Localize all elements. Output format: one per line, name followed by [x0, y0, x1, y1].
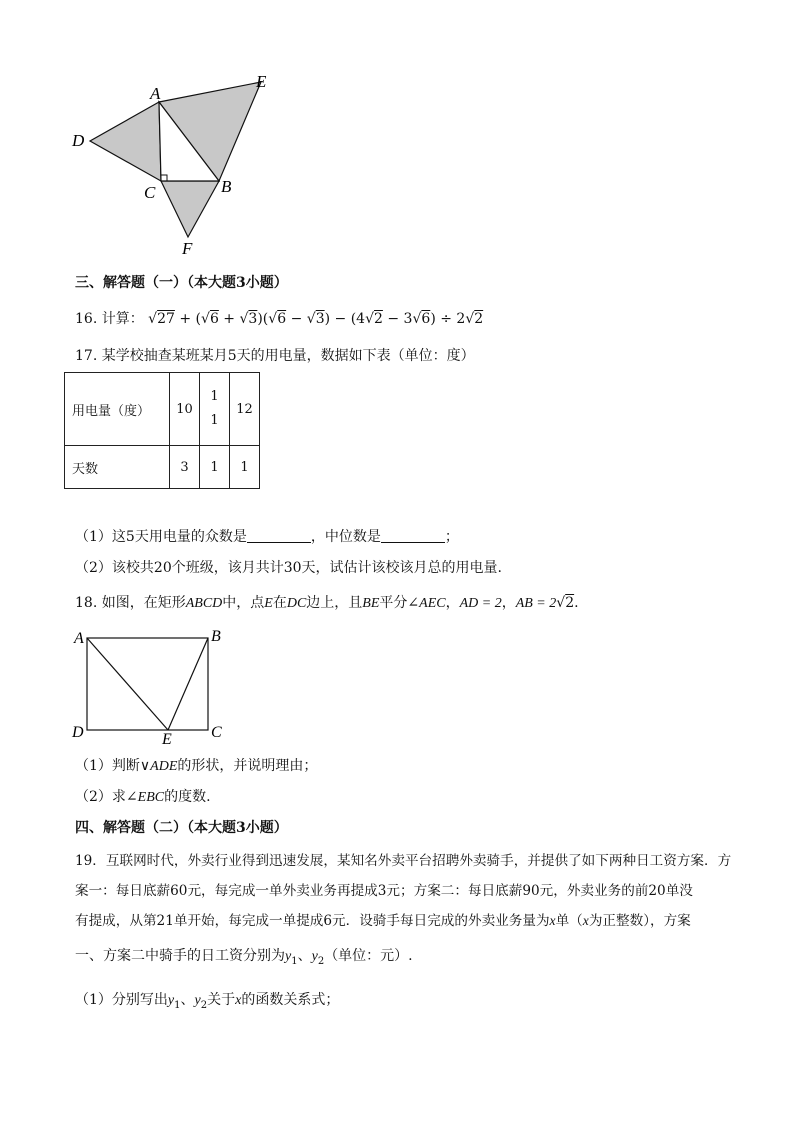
q19-part1-a: （1）分别写出	[75, 992, 168, 1008]
q16-label: 计算：	[101, 311, 144, 327]
table-header-usage: 用电量（度）	[65, 373, 170, 446]
q18-text-f: ，	[445, 595, 460, 611]
q18-be: BE	[362, 596, 380, 611]
q19-line4-b: （单位：元）.	[324, 948, 413, 964]
q19-sub1: 1	[291, 955, 298, 967]
q19-line2: 案一：每日底薪60元，每完成一单外卖业务再提成3元；方案二：每日底薪90元，外卖业务的前20单没	[75, 883, 693, 899]
table-cell	[200, 373, 230, 446]
q19-line3-c: 为正整数），方案	[588, 913, 691, 929]
label-B: B	[221, 177, 232, 196]
q19-line3	[75, 911, 691, 931]
section4-title: 四、解答题（二）（本大题3小题）	[75, 820, 288, 836]
q19-y1: y	[285, 949, 292, 964]
q18-part2-b: 的度数.	[164, 789, 211, 805]
label-E: E	[256, 72, 267, 91]
q18-text-c: 在	[272, 595, 287, 611]
q19-sub2: 2	[317, 955, 325, 967]
q19-line3-b: 单（	[555, 913, 583, 929]
q18-part2	[75, 787, 211, 808]
q17-text: 17. 某学校抽查某班某月5天的用电量，数据如下表（单位：度）	[75, 348, 475, 364]
q19-line4	[75, 946, 413, 972]
q18-part2-a: （2）求∠	[75, 789, 138, 805]
q17-part1-a: （1）这5天用电量的众数是	[75, 529, 247, 545]
rectangle-abcd	[87, 638, 208, 730]
q18-text-d: 边上，且	[306, 595, 363, 611]
table-cell-line: 1	[210, 413, 219, 428]
answer-blank-median[interactable]	[381, 528, 445, 543]
q18-text	[75, 593, 579, 614]
label-D: D	[72, 131, 85, 150]
q19-line3-a: 有提成，从第21单开始，每完成一单提成6元．设骑手每日完成的外卖业务量为	[75, 913, 550, 929]
q18-text-b: 中，点	[222, 595, 265, 611]
q18-aec: AEC	[419, 596, 446, 611]
q19-part1	[75, 990, 339, 1016]
q16-number: 16.	[75, 311, 98, 327]
q18-part2-ebc: EBC	[137, 790, 165, 805]
table-cell-line: 1	[210, 389, 219, 404]
q17-part2: （2）该校共20个班级，该月共计30天，试估计该校该月总的用电量.	[75, 560, 502, 576]
q17-part1	[75, 527, 459, 547]
q16-expression: √27 + (√6 + √3)(√6 − √3) − (4√2 − 3√6) ÷ 2√2	[148, 311, 484, 327]
q19-part1-b: 关于	[207, 992, 236, 1008]
q18-part1-b: 的形状，并说明理由；	[177, 758, 318, 774]
shaded-triangle-adc	[90, 102, 161, 181]
label-D: D	[72, 724, 84, 741]
segment-be	[168, 638, 208, 730]
q17-part1-b: ，中位数是	[310, 529, 381, 545]
q19-part1-sub2: 2	[200, 999, 208, 1011]
q18-dc: DC	[286, 596, 307, 611]
table-cell: 1	[230, 446, 260, 489]
q18-ad: AD = 2	[459, 596, 502, 611]
table-header-days: 天数	[65, 446, 170, 489]
table-cell: 3	[170, 446, 200, 489]
q19-part1-sub1: 1	[174, 999, 181, 1011]
q18-part1-a: （1）判断∨	[75, 758, 151, 774]
q18-ab: AB = 2	[515, 596, 557, 611]
label-E: E	[162, 731, 172, 748]
q19-part1-y2: y	[194, 993, 201, 1008]
q19-line4-a: 一、方案二中骑手的日工资分别为	[75, 948, 285, 964]
q19-part1-c: 的函数关系式；	[241, 992, 340, 1008]
figure-rectangle	[66, 624, 236, 748]
q19-part1-sep: 、	[180, 992, 195, 1008]
shaded-triangle-cbf	[161, 181, 219, 237]
q19-part1-y1: y	[167, 993, 175, 1008]
q18-text-h: .	[574, 595, 579, 611]
electricity-table	[64, 372, 260, 489]
q16	[75, 309, 483, 329]
segment-ae	[87, 638, 168, 730]
q18-text-g: ，	[501, 595, 516, 611]
q19-x: x	[549, 913, 556, 928]
q18-e: E	[264, 596, 273, 611]
q19-y2: y	[311, 949, 318, 964]
table-cell: 1	[200, 446, 230, 489]
q19-sep: 、	[297, 948, 312, 964]
q19-x2: x	[582, 913, 589, 928]
label-B: B	[211, 628, 221, 645]
q18-ab-radicand: 2	[565, 595, 575, 611]
label-A: A	[74, 630, 84, 647]
q19-part1-x: x	[235, 993, 242, 1008]
q18-ab-root: √2	[556, 595, 575, 611]
label-F: F	[182, 239, 193, 258]
section3-title: 三、解答题（一）（本大题3小题）	[75, 275, 288, 291]
table-cell: 10	[170, 373, 200, 446]
table-cell: 12	[230, 373, 260, 446]
answer-blank-mode[interactable]	[247, 528, 311, 543]
q19-line1: 19．互联网时代，外卖行业得到迅速发展，某知名外卖平台招聘外卖骑手，并提供了如下两种日工资方案．方	[75, 853, 732, 869]
q18-text-a: 18. 如图，在矩形	[75, 595, 186, 611]
label-A: A	[150, 84, 161, 103]
q18-part1-ade: ADE	[150, 759, 178, 774]
label-C: C	[211, 724, 222, 741]
label-C: C	[144, 183, 156, 202]
q18-abcd: ABCD	[185, 596, 223, 611]
figure-triangles	[60, 68, 290, 258]
q18-text-e: 平分∠	[379, 595, 420, 611]
q18-part1	[75, 756, 317, 777]
q17-part1-c: ；	[444, 529, 459, 545]
